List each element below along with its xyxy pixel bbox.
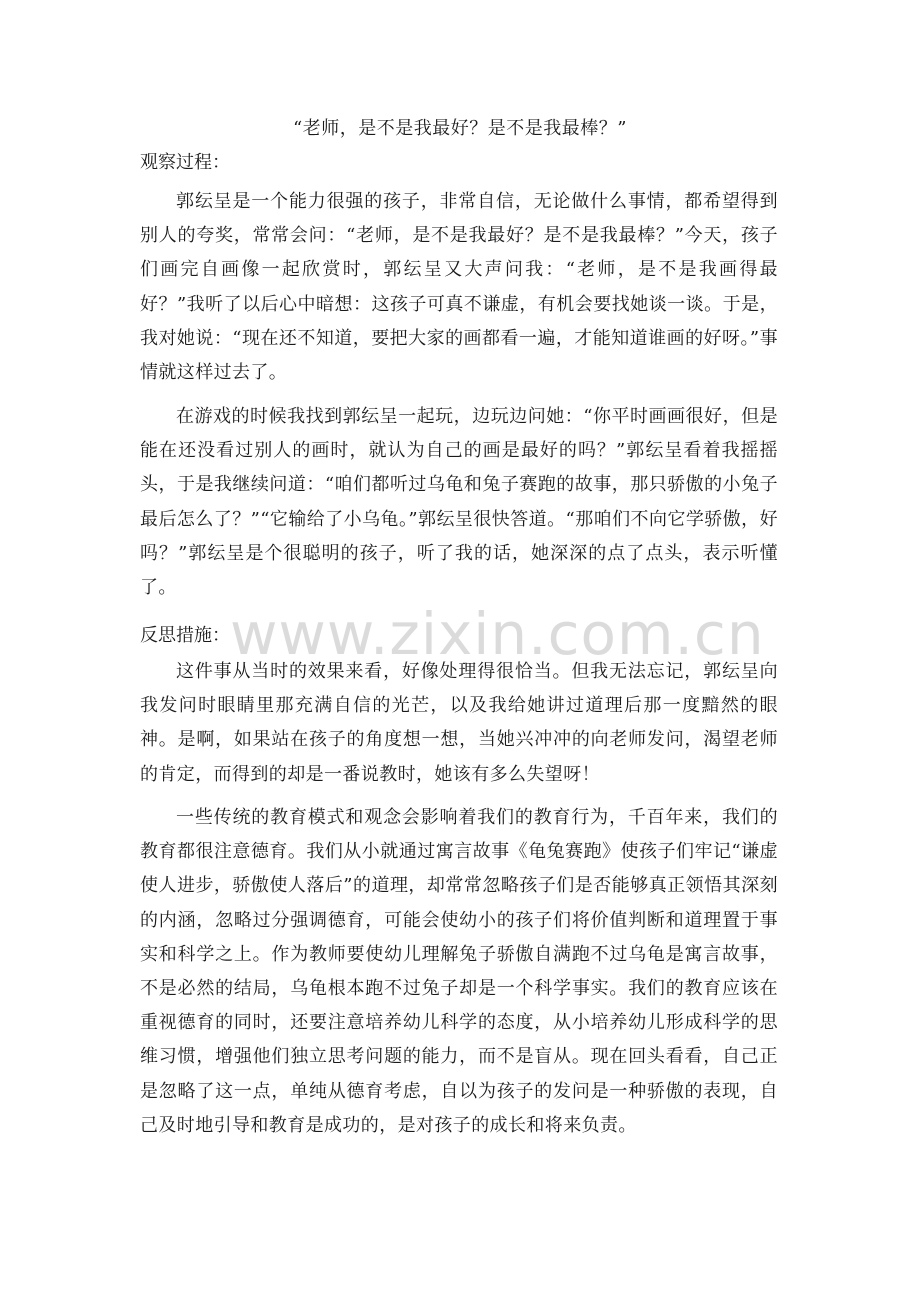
reflection-label: 反思措施： [140, 625, 230, 646]
reflection-paragraph-2: 一些传统的教育模式和观念会影响着我们的教育行为，千百年来，我们的教育都很注意德育。我们从小就通过寓言故事《龟兔赛跑》使孩子们牢记“谦虚使人进步，骄傲使人落后”的道理，却常常忽略孩子们是否能够真正领悟其深刻的内涵，忽略过分强调德育，可能会使幼小的孩子们将价值判断和道理置于事实和科学之上。作为教师要使幼儿理解兔子骄傲自满跑不过乌龟是寓言故事，不是必然的结局，乌龟根本跑不过兔子却是一个科学事实。我们的教育应该在重视德育的同时，还要注意培养幼儿科学的态度，从小培养幼儿形成科学的思维习惯，增强他们独立思考问题的能力，而不是盲从。现在回头看看，自己正是忽略了这一点，单纯从德育考虑，自以为孩子的发问是一种骄傲的表现，自己及时地引导和教育是成功的，是对孩子的成长和将来负责。 [140, 807, 778, 1136]
document-title: “老师，是不是我最好？是不是我最棒？” [293, 118, 627, 139]
watermark-text: www.zixin.com.cn [230, 600, 765, 668]
reflection-paragraph-1: 这件事从当时的效果来看，好像处理得很恰当。但我无法忘记，郭纭呈向我发问时眼睛里那充满自信的光芒，以及我给她讲过道理后那一度黯然的眼神。是啊，如果站在孩子的角度想一想，当她兴冲冲的向老师发问，渴望老师的肯定，而得到的却是一番说教时，她该有多么失望呀！ [140, 661, 778, 785]
observation-paragraph-2: 在游戏的时候我找到郭纭呈一起玩，边玩边问她：“你平时画画很好，但是能在还没看过别人的画时，就认为自己的画是最好的吗？”郭纭呈看着我摇摇头，于是我继续问道：“咱们都听过乌龟和兔子赛跑的故事，那只骄傲的小兔子最后怎么了？”“它输给了小乌龟。”郭纭呈很快答道。“那咱们不向它学骄傲，好吗？”郭纭呈是个很聪明的孩子，听了我的话，她深深的点了点头，表示听懂了。 [140, 406, 778, 599]
observation-label: 观察过程： [140, 152, 230, 173]
observation-paragraph-1: 郭纭呈是一个能力很强的孩子，非常自信，无论做什么事情，都希望得到别人的夸奖，常常会问：“老师，是不是我最好？是不是我最棒？”今天，孩子们画完自画像一起欣赏时，郭纭呈又大声问我：“老师，是不是我画得最好？”我听了以后心中暗想：这孩子可真不谦虚，有机会要找她谈一谈。于是，我对她说：“现在还不知道，要把大家的画都看一遍，才能知道谁画的好呀。”事情就这样过去了。 [140, 191, 778, 384]
